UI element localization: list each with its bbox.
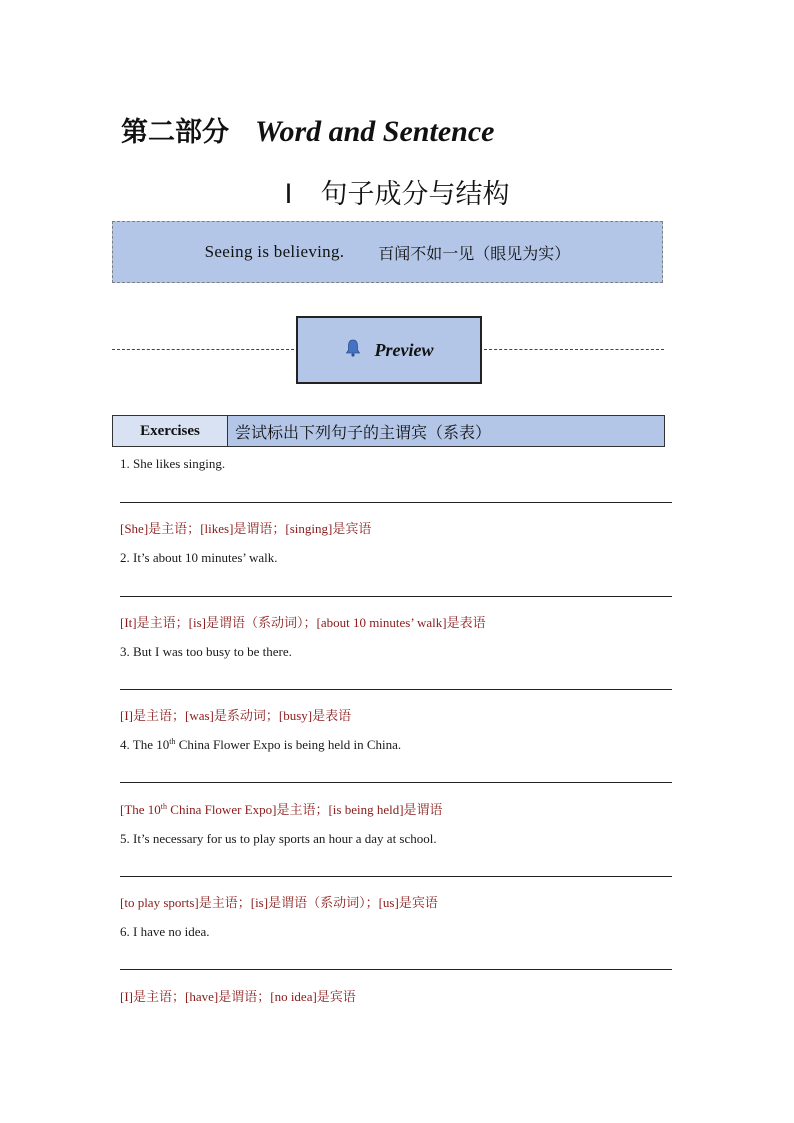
answer-1-part: 是宾语 (332, 522, 372, 537)
exercises-label: Exercises (113, 416, 228, 446)
answer-3-part: 是主语； (133, 709, 186, 724)
answer-1-part: 是谓语； (233, 522, 286, 537)
question-4-text: China Flower Expo is being held in China. (175, 737, 402, 752)
answer-line-6 (120, 969, 672, 970)
answer-4-part: 是谓语 (403, 803, 443, 818)
answer-1 (120, 518, 371, 537)
answer-line-1 (120, 502, 672, 503)
question-5: 5. It’s necessary for us to play sports an hour a day at school. (120, 831, 437, 846)
question-4-sup: th (169, 737, 176, 746)
answer-2-part: 是表语 (446, 616, 486, 631)
question-4 (120, 737, 401, 753)
answer-1-part: [She] (120, 521, 149, 536)
answer-3-part: [busy] (278, 708, 313, 723)
answer-2 (120, 612, 486, 631)
answer-4 (120, 799, 443, 818)
answer-5-part: 是主语； (198, 896, 251, 911)
quote-chinese: 百闻不如一见（眼见为实） (378, 243, 571, 263)
answer-3 (120, 705, 351, 724)
question-2: 2. It’s about 10 minutes’ walk. (120, 550, 278, 565)
answer-1-part: [singing] (285, 521, 333, 536)
exercises-instruction: 尝试标出下列句子的主谓宾（系表） (228, 416, 664, 446)
answer-3-part: 是系动词； (213, 709, 279, 724)
answer-5-part: 是谓语（系动词）； (268, 896, 379, 911)
answer-6-part: [have] (185, 989, 219, 1004)
answer-3-part: [I] (120, 708, 133, 723)
answer-line-3 (120, 689, 672, 690)
answer-6-part: [I] (120, 989, 133, 1004)
answer-2-part: 是谓语（系动词）； (205, 616, 317, 631)
preview-divider-left (112, 349, 294, 350)
answer-line-2 (120, 596, 672, 597)
answer-1-part: 是主语； (148, 522, 201, 537)
answer-2-part: 是主语； (136, 616, 189, 631)
answer-1-part: [likes] (200, 521, 234, 536)
question-1: 1. She likes singing. (120, 456, 226, 471)
answer-5-part: 是宾语 (398, 896, 438, 911)
answer-6-part: 是主语； (133, 990, 186, 1005)
question-3: 3. But I was too busy to be there. (120, 644, 292, 659)
answer-6-part: 是谓语； (218, 990, 271, 1005)
preview-label: Preview (374, 339, 434, 360)
section-title (0, 172, 794, 211)
answer-line-4 (120, 782, 672, 783)
answer-3-part: 是表语 (312, 709, 352, 724)
answer-4-part: China Flower Expo] (167, 802, 277, 817)
quote-english: Seeing is believing. (204, 242, 345, 261)
answer-5-part: [us] (378, 895, 399, 910)
exercises-header (112, 415, 665, 447)
bell-icon (345, 339, 361, 357)
answer-6 (120, 986, 356, 1005)
quote-box (112, 221, 663, 283)
section-number: Ⅰ (284, 179, 293, 209)
answer-2-part: [is] (188, 615, 206, 630)
answer-4-part: 是主语； (276, 803, 329, 818)
answer-line-5 (120, 876, 672, 877)
answer-6-part: 是宾语 (316, 990, 356, 1005)
answer-5-part: [to play sports] (120, 895, 199, 910)
question-4-text: 4. The 10 (120, 737, 170, 752)
answer-4-sup: th (160, 802, 168, 811)
section-title-text: 句子成分与结构 (320, 179, 510, 210)
preview-divider-right (484, 349, 664, 350)
page-heading (121, 110, 494, 149)
answer-5 (120, 892, 438, 911)
part-label: 第二部分 (121, 117, 229, 148)
answer-4-part: [The 10 (120, 802, 161, 817)
answer-5-part: [is] (250, 895, 269, 910)
question-6: 6. I have no idea. (120, 924, 210, 939)
answer-3-part: [was] (185, 708, 214, 723)
answer-6-part: [no idea] (270, 989, 317, 1004)
answer-2-part: [about 10 minutes’ walk] (316, 615, 447, 630)
heading-title: Word and Sentence (255, 115, 495, 148)
answer-4-part: [is being held] (328, 802, 404, 817)
answer-2-part: [It] (120, 615, 137, 630)
preview-banner (296, 316, 482, 384)
